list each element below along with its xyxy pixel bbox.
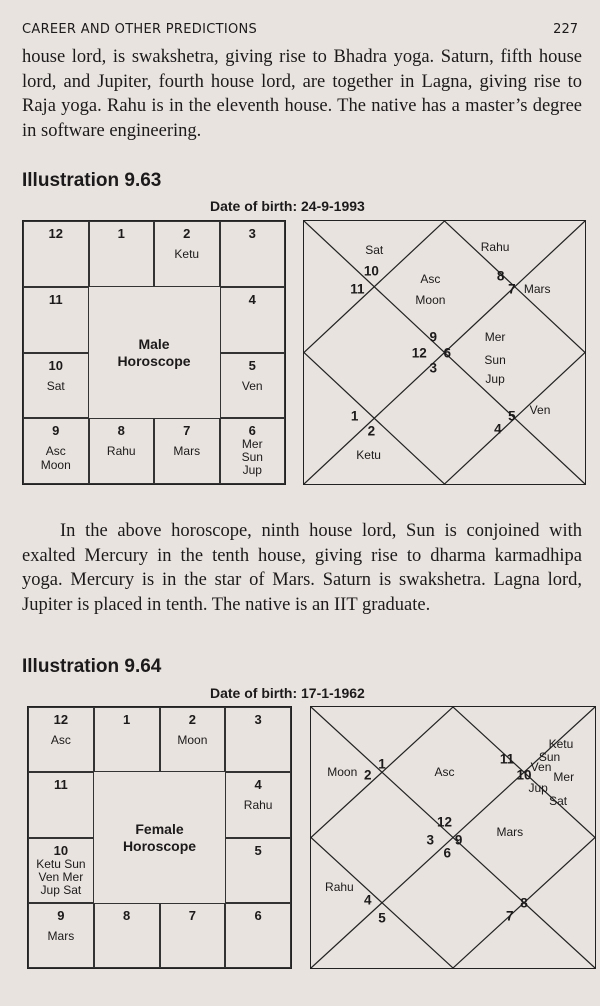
planets xyxy=(155,247,219,261)
house-number: 1 xyxy=(117,226,125,241)
house-cell-12 xyxy=(28,707,94,772)
chart-center-label: Male Horoscope xyxy=(117,335,191,369)
house-number: 8 xyxy=(123,907,131,923)
house-cell-12 xyxy=(23,221,89,287)
north-indian-chart xyxy=(303,220,586,485)
house-number: 10 xyxy=(363,263,379,279)
planet-label: Ven xyxy=(529,403,551,418)
house-number: 9 xyxy=(57,907,65,923)
planet-label: Rahu xyxy=(106,444,136,459)
planet-label: Mars xyxy=(523,282,551,297)
running-title: CAREER AND OTHER PREDICTIONS xyxy=(22,22,258,37)
planet-label: Ketu xyxy=(174,247,200,261)
house-number: 5 xyxy=(254,842,262,858)
planet-label: Sun xyxy=(241,450,263,465)
planets xyxy=(226,798,290,812)
chart-center-label: Female Horoscope xyxy=(122,820,197,854)
paragraph-text: house lord, is swakshetra, giving rise to Bhadra yoga. Saturn, fifth house lord, and Jupiter, fourth house lord, are together in Lagna, giving rise to Raja yoga. Rahu is in the eleventh house. The native has a master’s degree in software engineering. xyxy=(22,47,582,141)
planet-label: Jup Sat xyxy=(40,882,82,897)
planets xyxy=(29,858,93,897)
house-number: 9 xyxy=(52,423,60,439)
house-number: 1 xyxy=(378,756,386,772)
house-cell-5 xyxy=(220,353,286,419)
planet-label: Jup xyxy=(528,780,548,795)
house-number: 8 xyxy=(496,268,505,284)
house-number: 9 xyxy=(429,329,438,345)
planet-label: Ketu xyxy=(548,736,574,751)
planet-label: Moon xyxy=(415,292,446,307)
planet-label: Asc xyxy=(50,733,71,747)
house-cell-11 xyxy=(23,287,89,353)
house-cell-10 xyxy=(28,838,94,903)
house-cell-1 xyxy=(94,707,160,772)
planet-label: Moon xyxy=(40,458,71,473)
planet-label: Ketu Sun xyxy=(36,856,86,871)
house-cell-7 xyxy=(160,903,226,968)
planet-label: Mer xyxy=(553,770,575,785)
house-number: 10 xyxy=(48,357,63,373)
planet-label: Sat xyxy=(549,793,568,808)
planets xyxy=(221,438,285,477)
illustration-title: Illustration 9.63 xyxy=(22,170,162,191)
planet-label: Moon xyxy=(177,733,208,747)
house-number: 3 xyxy=(426,832,435,848)
house-number: 11 xyxy=(48,291,63,307)
planet-label: Asc xyxy=(420,271,441,286)
planet-label: Ven xyxy=(530,760,552,775)
house-cell-4 xyxy=(220,287,286,353)
house-cell-9 xyxy=(28,903,94,968)
house-number: 8 xyxy=(117,423,125,439)
house-number: 6 xyxy=(248,423,256,439)
house-number: 11 xyxy=(350,281,365,297)
house-number: 10 xyxy=(516,767,532,783)
house-cell-10 xyxy=(23,353,89,419)
planet-label: Mars xyxy=(496,825,524,840)
house-number: 12 xyxy=(53,712,69,727)
paragraph-2 xyxy=(22,519,582,617)
planet-label: Sun xyxy=(484,353,506,368)
date-of-birth: Date of birth: 24-9-1993 xyxy=(210,198,365,214)
planet-label: Mars xyxy=(173,444,201,459)
house-cell-3 xyxy=(225,707,291,772)
house-number: 4 xyxy=(248,291,256,307)
house-cell-6 xyxy=(220,418,286,484)
house-number: 4 xyxy=(364,892,372,908)
planet-label: Asc xyxy=(45,444,66,459)
house-cell-1 xyxy=(89,221,155,287)
planets xyxy=(90,444,154,458)
house-number: 7 xyxy=(188,907,196,923)
house-cell-8 xyxy=(89,418,155,484)
planet-label: Moon xyxy=(327,765,358,780)
planet-label: Mars xyxy=(47,928,75,943)
house-number: 12 xyxy=(411,345,427,360)
house-number: 11 xyxy=(499,751,515,767)
house-number: 7 xyxy=(183,423,191,439)
planets xyxy=(221,379,285,393)
house-number: 3 xyxy=(254,712,262,727)
house-number: 5 xyxy=(248,357,256,373)
house-cell-9 xyxy=(23,418,89,484)
house-number: 6 xyxy=(443,345,452,360)
planets xyxy=(161,733,225,747)
house-cell-3 xyxy=(220,221,286,287)
house-cell-11 xyxy=(28,772,94,837)
house-number: 5 xyxy=(508,408,516,424)
planet-label: Sat xyxy=(365,242,384,257)
house-number: 9 xyxy=(454,832,463,848)
house-number: 2 xyxy=(364,767,372,783)
planet-label: Mer xyxy=(241,437,263,452)
illustration-title: Illustration 9.64 xyxy=(22,656,162,677)
south-indian-chart xyxy=(22,220,286,485)
house-number: 2 xyxy=(367,423,376,439)
house-number: 11 xyxy=(54,777,68,793)
planets xyxy=(155,444,219,458)
planet-label: Asc xyxy=(434,765,455,780)
house-number: 1 xyxy=(350,408,359,424)
house-number: 3 xyxy=(429,360,438,376)
planets xyxy=(24,379,88,393)
house-number: 12 xyxy=(436,814,452,830)
planet-label: Ven Mer xyxy=(38,869,84,884)
house-number: 12 xyxy=(48,226,63,241)
planet-label: Ven xyxy=(241,378,263,393)
south-indian-chart xyxy=(27,706,292,969)
house-cell-7 xyxy=(154,418,220,484)
house-number: 7 xyxy=(508,281,516,297)
planet-label: Rahu xyxy=(325,880,354,895)
house-cell-8 xyxy=(94,903,160,968)
date-of-birth: Date of birth: 17-1-1962 xyxy=(210,685,365,701)
house-cell-2 xyxy=(154,221,220,287)
page-number: 227 xyxy=(553,22,578,37)
house-number: 10 xyxy=(53,842,69,858)
house-number: 2 xyxy=(183,226,191,241)
planet-label: Ketu xyxy=(356,448,381,463)
house-cell-4 xyxy=(225,772,291,837)
house-number: 7 xyxy=(506,908,514,924)
house-cell-6 xyxy=(225,903,291,968)
house-number: 4 xyxy=(494,421,502,437)
planet-label: Sat xyxy=(46,378,65,393)
planets xyxy=(29,929,93,943)
house-number: 6 xyxy=(443,845,452,861)
house-number: 8 xyxy=(520,895,528,911)
house-number: 3 xyxy=(248,226,256,241)
house-cell-5 xyxy=(225,838,291,903)
house-number: 6 xyxy=(254,907,262,923)
house-number: 2 xyxy=(188,712,196,727)
paragraph-text: In the above horoscope, ninth house lord, Sun is conjoined with exalted Mercury in the tenth house, giving rise to dharma karmadhipa yoga. Mercury is in the star of Mars. Saturn is swakshetra. Lagna lord, Jupiter is placed in tenth. The native is an IIT graduate. xyxy=(22,521,582,615)
planet-label: Rahu xyxy=(243,798,273,813)
planet-label: Sun xyxy=(538,749,561,764)
house-number: 5 xyxy=(378,910,386,926)
planet-label: Rahu xyxy=(480,240,510,255)
planet-label: Mer xyxy=(484,329,506,344)
planets xyxy=(29,733,93,747)
planets xyxy=(24,444,88,472)
house-number: 1 xyxy=(123,712,131,727)
paragraph-1 xyxy=(22,45,582,143)
house-cell-2 xyxy=(160,707,226,772)
house-number: 4 xyxy=(254,777,262,793)
planet-label: Jup xyxy=(485,371,505,386)
planet-label: Jup xyxy=(242,463,262,478)
north-indian-chart xyxy=(310,706,596,969)
